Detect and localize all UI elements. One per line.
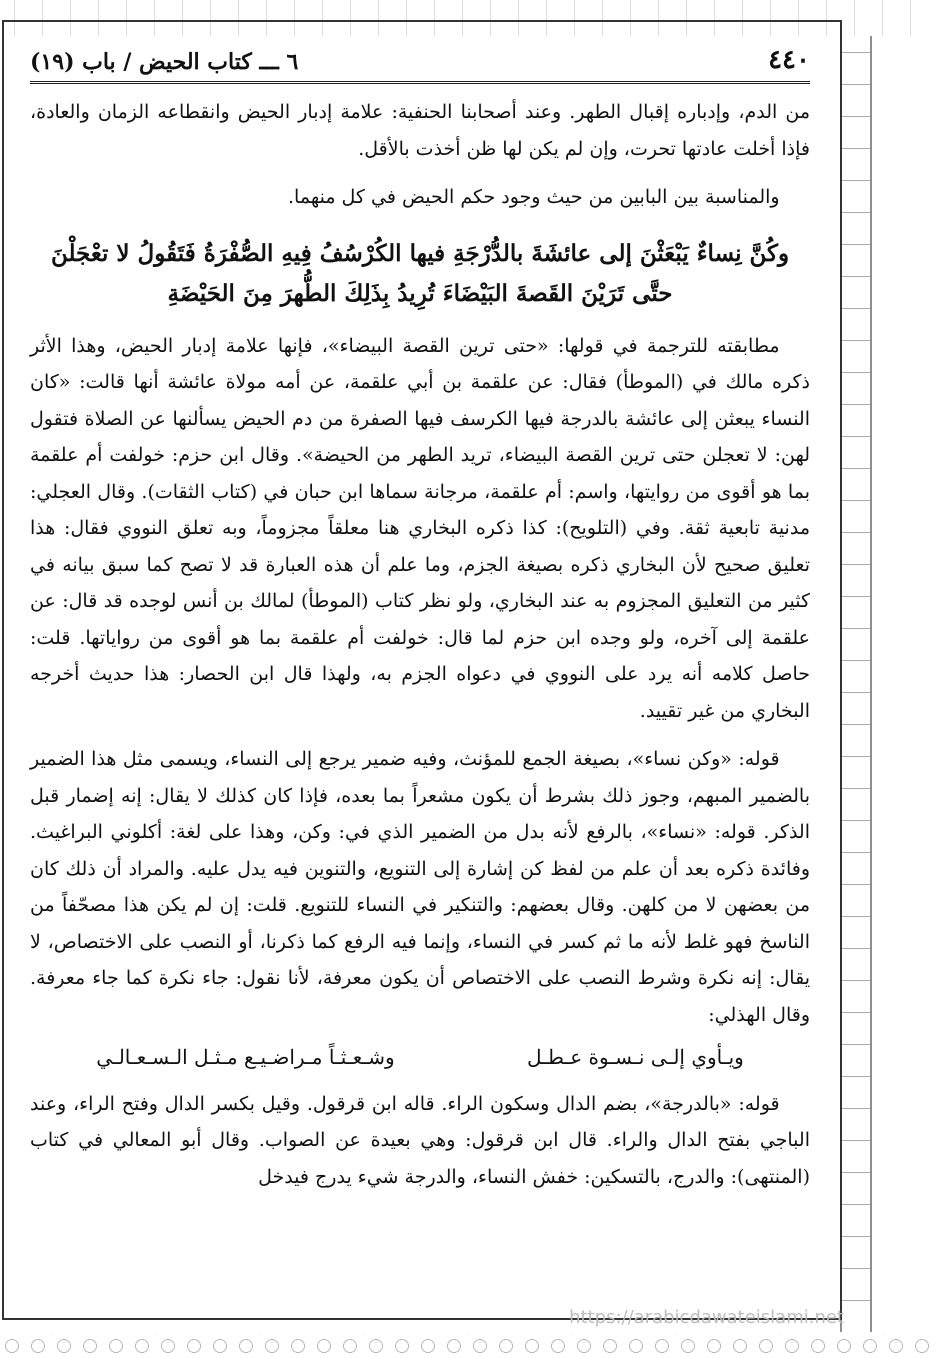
verse-hemistich: ويـأوي إلـى نـسـوة عـطـل bbox=[526, 1045, 744, 1069]
watermark: https://arabicdawateislami.net bbox=[569, 1307, 844, 1328]
bottom-border-ornament bbox=[0, 1334, 936, 1358]
commentary-paragraph: قوله: «وكن نساء»، بصيغة الجمع للمؤنث، وفيه ضمير يرجع إلى النساء، ويسمى مثل هذا الضمير بالضمير المبهم، وجوز ذلك بشرط أن يكون مشعراً بما بعده، فإذا كان كذلك لا يقال: إنه إضمار قبل الذكر. قوله: «نساء»، بالرفع لأنه بدل من الضمير الذي في: وكن، وهذا على لغة: أكلوني البراغيث. وفائدة ذكره بعد أن علم من لفظ كن إشارة إلى التنويع، والتنوين فيه يدل عليه. والمراد أن ذلك كان من بعضهن لا من كلهن. وقال بعضهم: والتنكير في النساء للتنويع. قلت: إن لم يكن هذا مصحّفاً من الناسخ فهو غلط لأنه ما ثم كسر في النساء، وإنما فيه الرفع كما ذكرنا، أو النصب على الاختصاص، لا يقال: إنه نكرة وشرط النصب على الاختصاص أن يكون معرفة، لأنا نقول: جاء نكرة كما جاء معرفة. وقال الهذلي: bbox=[30, 748, 810, 1026]
commentary-paragraph: مطابقته للترجمة في قولها: «حتى ترين القصة البيضاء»، فإنها علامة إدبار الحيض، وهذا الأثر ذكره مالك في (الموطأ) فقال: عن علقمة بن أبي علقمة، عن أمه مولاة عائشة أنها قالت: «كان النساء يبعثن إلى عائشة بالدرجة فيها الكرسف فيها الصفرة من دم الحيض يسألنها عن الصلاة فتقول لهن: لا تعجلن حتى ترين القصة البيضاء، تريد الطهر من الحيضة». وقال ابن حزم: خولفت أم علقمة بما هو أقوى من روايتها، واسم: أم علقمة، مرجانة سماها ابن حبان في (كتاب الثقات). وقال العجلي: مدنية تابعية ثقة. وفي (التلويح): كذا ذكره البخاري هنا معلقاً مجزوماً، وبه تعلق النووي فقال: هذا تعليق صحيح لأن البخاري ذكره بصيغة الجزم، وما علم أن هذه العبارة قد لا تصح كما سبق بيانه في كثير من التعليق المجزوم به عند البخاري، ولو نظر كتاب (الموطأ) لمالك بن أنس لوجده قد قال: عن علقمة إلى آخره، ولو وجده ابن حزم لما قال: خولفت أم علقمة بما هو أقوى من رواياتها. قلت: حاصل كلامه أنه يرد على النووي في دعواه الجزم به، ولهذا قال ابن الحصار: هذا حديث أخرجه البخاري من غير تقييد. bbox=[30, 334, 810, 722]
verse-hemistich: وشـعـثـاً مـراضـيـع مـثـل الـسـعـالـي bbox=[96, 1045, 395, 1069]
page-body bbox=[30, 94, 810, 1199]
side-border-strip bbox=[840, 36, 872, 1332]
closing-paragraph: قوله: «بالدرجة»، بضم الدال وسكون الراء. قاله ابن قرقول. وقيل بكسر الدال وفتح الراء، وعند الباجي بفتح الدال والراء. قال ابن قرقول: وهي بعيدة عن الصواب. وقال أبو المعالي في كتاب (المنتهى): والدرج، بالتسكين: خفش النساء، والدرجة شيء يدرج فيدخل bbox=[30, 1092, 810, 1188]
running-head: ٦ ـــ كتاب الحيض / باب (١٩) bbox=[30, 49, 299, 75]
paragraph: من الدم، وإدباره إقبال الطهر. وعند أصحابنا الحنفية: علامة إدبار الحيض وانقطاعه الزمان والعادة، فإذا أخلت عادتها تحرت، وإن لم يكن لها ظن أخذت بالأقل. bbox=[30, 101, 811, 160]
side-border-ornament bbox=[840, 36, 936, 1332]
poetry-verse bbox=[30, 1039, 810, 1076]
paragraph: والمناسبة بين البابين من حيث وجود حكم الحيض في كل منهما. bbox=[288, 186, 780, 208]
page-header bbox=[30, 34, 810, 84]
hadith-text: وكُنَّ نِساءٌ يَبْعَثْنَ إلى عائشَةَ بالدُّرْجَةِ فيها الكُرْسُفُ فِيهِ الصُّفْرَةُ فَتَقُولُ لا تعْجَلْنَ حتَّى تَرَيْنَ القَصةَ البَيْضَاءَ تُرِيدُ بِذَلِكَ الطُّهرَ مِنَ الحَيْضَةِ bbox=[50, 239, 790, 307]
page-number: ٤٤٠ bbox=[768, 45, 810, 75]
